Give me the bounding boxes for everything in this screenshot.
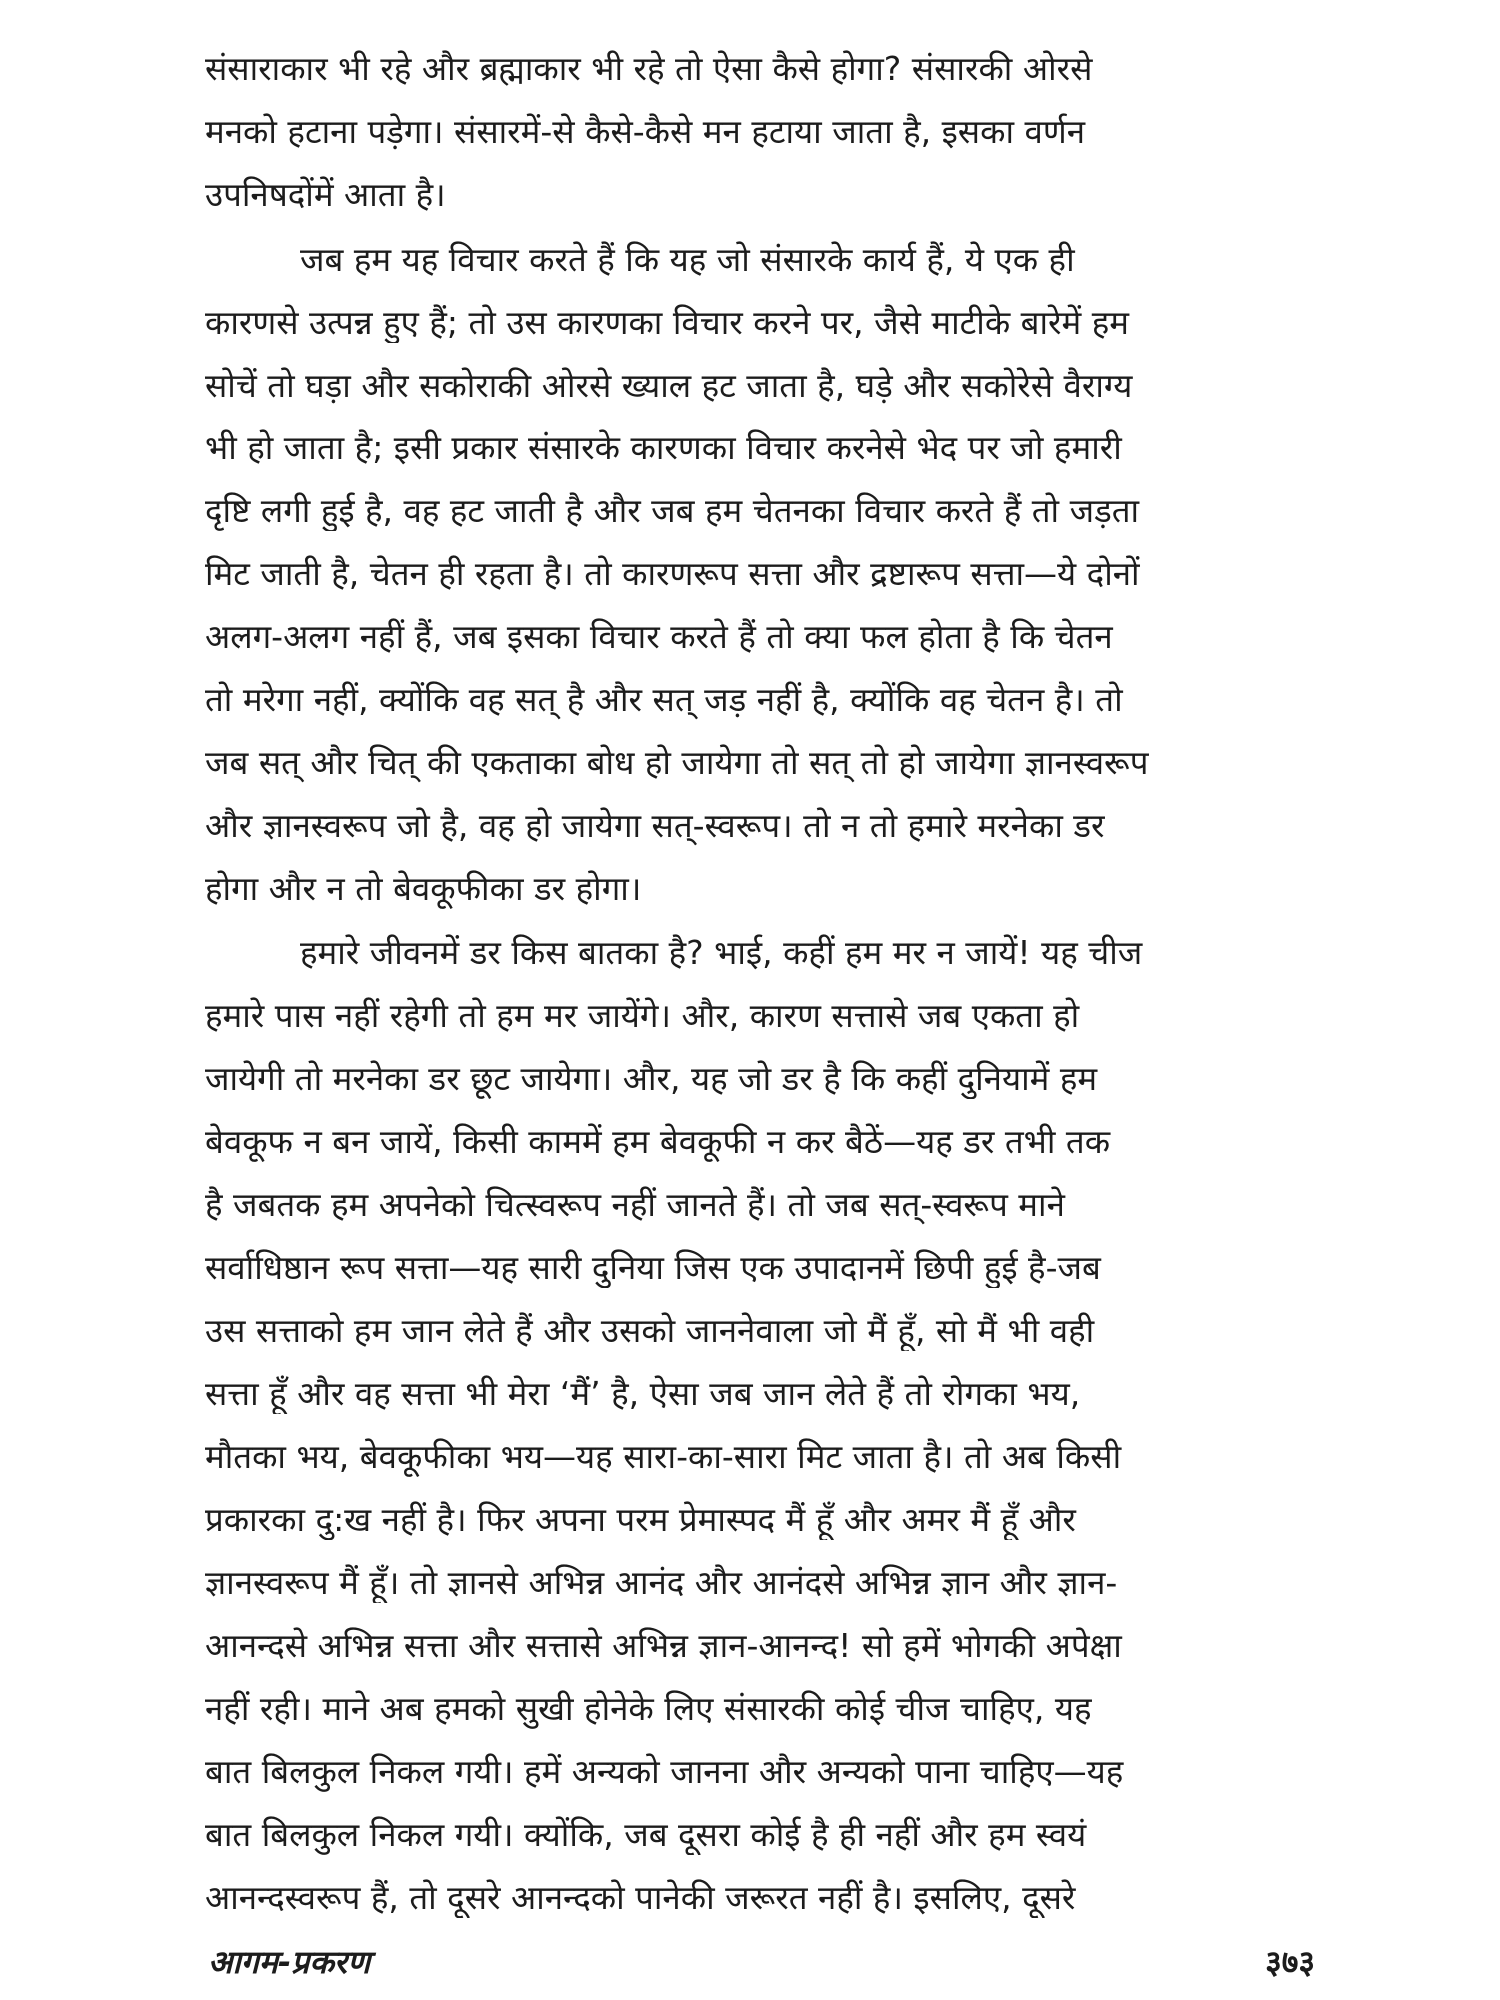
text-line: मनको हटाना पड़ेगा। संसारमें-से कैसे-कैसे मन हटाया जाता है, इसका वर्णन xyxy=(205,112,1086,151)
text-line: सर्वाधिष्ठान रूप सत्ता—यह सारी दुनिया जिस एक उपादानमें छिपी हुई है-जब xyxy=(205,1248,1101,1287)
text-line: उपनिषदोंमें आता है। xyxy=(205,175,446,214)
text-line: प्रकारका दु:ख नहीं है। फिर अपना परम प्रेमास्पद मैं हूँ और अमर मैं हूँ और xyxy=(205,1500,1076,1539)
text-line: जब हम यह विचार करते हैं कि यह जो संसारके कार्य हैं, ये एक ही xyxy=(300,240,1075,279)
text-line: अलग-अलग नहीं हैं, जब इसका विचार करते हैं तो क्या फल होता है कि चेतन xyxy=(205,617,1113,656)
text-line: हमारे पास नहीं रहेगी तो हम मर जायेंगे। और, कारण सत्तासे जब एकता हो xyxy=(205,996,1080,1035)
text-line: सत्ता हूँ और वह सत्ता भी मेरा ‘मैं’ है, ऐसा जब जान लेते हैं तो रोगका भय, xyxy=(205,1374,1081,1413)
text-line: मिट जाती है, चेतन ही रहता है। तो कारणरूप सत्ता और द्रष्टारूप सत्ता—ये दोनों xyxy=(205,554,1140,593)
text-line: आनन्दसे अभिन्न सत्ता और सत्तासे अभिन्न ज्ञान-आनन्द! सो हमें भोगकी अपेक्षा xyxy=(205,1626,1122,1665)
text-line: संसाराकार भी रहे और ब्रह्माकार भी रहे तो ऐसा कैसे होगा? संसारकी ओरसे xyxy=(205,49,1093,88)
text-line: दृष्टि लगी हुई है, वह हट जाती है और जब हम चेतनका विचार करते हैं तो जड़ता xyxy=(205,491,1140,530)
text-line: बेवकूफ न बन जायें, किसी काममें हम बेवकूफी न कर बैठें—यह डर तभी तक xyxy=(205,1122,1111,1161)
text-line: सोचें तो घड़ा और सकोराकी ओरसे ख्याल हट जाता है, घड़े और सकोरेसे वैराग्य xyxy=(205,366,1133,405)
text-line: ज्ञानस्वरूप मैं हूँ। तो ज्ञानसे अभिन्न आनंद और आनंदसे अभिन्न ज्ञान और ज्ञान- xyxy=(205,1563,1118,1602)
text-line: बात बिलकुल निकल गयी। हमें अन्यको जानना और अन्यको पाना चाहिए—यह xyxy=(205,1752,1124,1791)
text-line: उस सत्ताको हम जान लेते हैं और उसको जाननेवाला जो मैं हूँ, सो मैं भी वही xyxy=(205,1311,1095,1350)
text-line: नहीं रही। माने अब हमको सुखी होनेके लिए संसारकी कोई चीज चाहिए, यह xyxy=(205,1689,1092,1728)
text-line: कारणसे उत्पन्न हुए हैं; तो उस कारणका विचार करने पर, जैसे माटीके बारेमें हम xyxy=(205,303,1130,342)
text-line: होगा और न तो बेवकूफीका डर होगा। xyxy=(205,869,642,908)
page-number: ३७३ xyxy=(1265,1943,1315,1981)
text-line: हमारे जीवनमें डर किस बातका है? भाई, कहीं हम मर न जायें! यह चीज xyxy=(300,933,1143,972)
text-line: आनन्दस्वरूप हैं, तो दूसरे आनन्दको पानेकी जरूरत नहीं है। इसलिए, दूसरे xyxy=(205,1878,1076,1917)
text-line: बात बिलकुल निकल गयी। क्योंकि, जब दूसरा कोई है ही नहीं और हम स्वयं xyxy=(205,1815,1087,1854)
text-line: तो मरेगा नहीं, क्योंकि वह सत् है और सत् जड़ नहीं है, क्योंकि वह चेतन है। तो xyxy=(205,680,1123,719)
text-line: जायेगी तो मरनेका डर छूट जायेगा। और, यह जो डर है कि कहीं दुनियामें हम xyxy=(205,1059,1098,1098)
text-line: है जबतक हम अपनेको चित्स्वरूप नहीं जानते हैं। तो जब सत्-स्वरूप माने xyxy=(205,1185,1065,1224)
text-line: जब सत् और चित् की एकताका बोध हो जायेगा तो सत् तो हो जायेगा ज्ञानस्वरूप xyxy=(205,743,1149,782)
text-line: भी हो जाता है; इसी प्रकार संसारके कारणका विचार करनेसे भेद पर जो हमारी xyxy=(205,428,1122,467)
text-line: और ज्ञानस्वरूप जो है, वह हो जायेगा सत्-स्वरूप। तो न तो हमारे मरनेका डर xyxy=(205,806,1105,845)
running-footer-title: आगम-प्रकरण xyxy=(208,1943,371,1981)
text-line: मौतका भय, बेवकूफीका भय—यह सारा-का-सारा मिट जाता है। तो अब किसी xyxy=(205,1437,1122,1476)
